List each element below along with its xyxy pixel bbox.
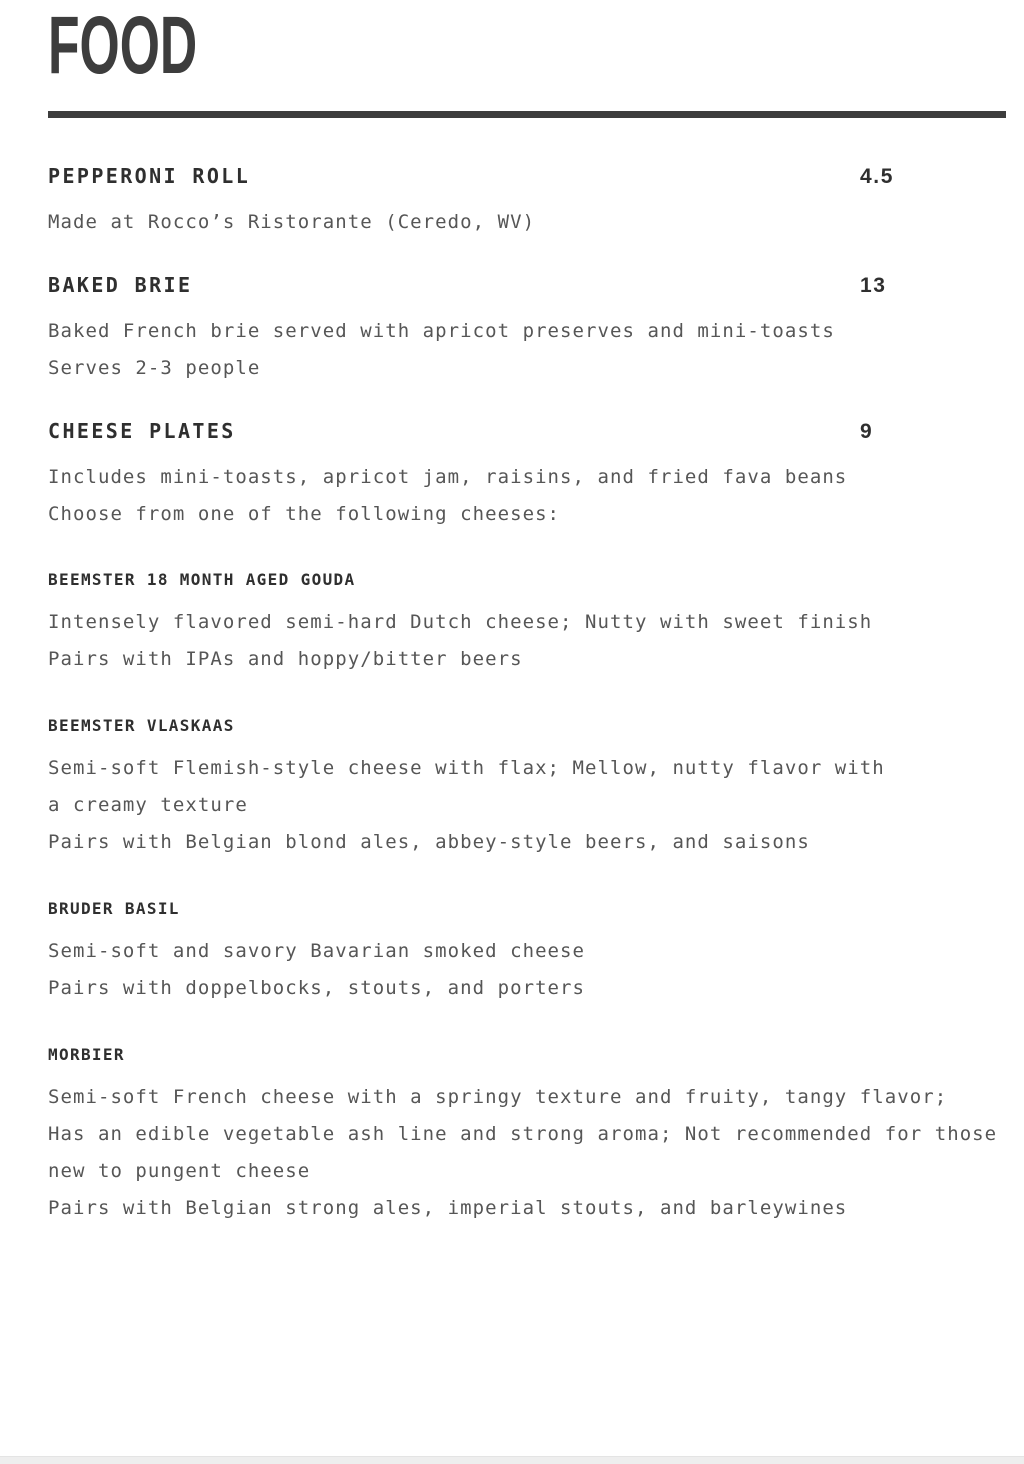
description-line: Intensely flavored semi-hard Dutch cheese; Nutty with sweet finish: [48, 611, 873, 633]
description-line: Made at Rocco’s Ristorante (Ceredo, WV): [48, 211, 536, 233]
item-description: [48, 313, 1006, 387]
page-title: FOOD: [48, 0, 198, 91]
description-line: Semi-soft French cheese with a springy texture and fruity, tangy flavor;: [48, 1086, 948, 1108]
item-description: [48, 459, 1006, 533]
menu-item-header: [48, 272, 1006, 299]
menu-item-header: [48, 163, 1006, 190]
description-line: Pairs with doppelbocks, stouts, and porters: [48, 977, 586, 999]
menu-content: [48, 0, 1006, 1227]
description-line: Choose from one of the following cheeses:: [48, 503, 561, 525]
description-line: Pairs with Belgian blond ales, abbey-style beers, and saisons: [48, 831, 810, 853]
description-line: Has an edible vegetable ash line and strong aroma; Not recommended for those: [48, 1123, 998, 1145]
cheese-option-name: BRUDER BASIL: [48, 899, 180, 918]
menu-item-name: CHEESE PLATES: [48, 419, 236, 443]
title-divider: [48, 111, 1006, 118]
menu-item-pepperoni-roll: [48, 163, 1006, 241]
cheese-option-beemster-vlaskaas: [48, 715, 1006, 861]
cheese-option-bruder-basil: [48, 898, 1006, 1007]
description-line: Pairs with Belgian strong ales, imperial stouts, and barleywines: [48, 1197, 848, 1219]
menu-item-price: 13: [860, 274, 887, 297]
description-line: Semi-soft Flemish-style cheese with flax; Mellow, nutty flavor with: [48, 757, 885, 779]
item-description: [48, 604, 1006, 678]
cheese-option-morbier: [48, 1044, 1006, 1227]
cheese-option-name: MORBIER: [48, 1045, 125, 1064]
description-line: a creamy texture: [48, 794, 248, 816]
menu-item-header: [48, 418, 1006, 445]
menu-item-baked-brie: [48, 272, 1006, 387]
description-line: Baked French brie served with apricot preserves and mini-toasts: [48, 320, 835, 342]
menu-item-price: 9: [860, 420, 874, 443]
cheese-option-name: BEEMSTER VLASKAAS: [48, 716, 235, 735]
menu-item-cheese-plates: [48, 418, 1006, 1227]
masthead: [48, 0, 1006, 118]
item-description: [48, 750, 1006, 861]
bottom-chrome-strip: [0, 1456, 1024, 1464]
menu-item-name: PEPPERONI ROLL: [48, 164, 251, 188]
item-description: [48, 204, 1006, 241]
menu-item-name: BAKED BRIE: [48, 273, 193, 297]
description-line: new to pungent cheese: [48, 1160, 311, 1182]
description-line: Semi-soft and savory Bavarian smoked cheese: [48, 940, 586, 962]
cheese-option-list: [48, 569, 1006, 1227]
item-description: [48, 933, 1006, 1007]
description-line: Includes mini-toasts, apricot jam, raisins, and fried fava beans: [48, 466, 848, 488]
menu-item-price: 4.5: [860, 165, 894, 188]
menu-item-list: [48, 163, 1006, 1227]
cheese-option-beemster-18-month-aged-gouda: [48, 569, 1006, 678]
cheese-option-name: BEEMSTER 18 MONTH AGED GOUDA: [48, 570, 356, 589]
description-line: Pairs with IPAs and hoppy/bitter beers: [48, 648, 523, 670]
item-description: [48, 1079, 1006, 1227]
description-line: Serves 2-3 people: [48, 357, 261, 379]
